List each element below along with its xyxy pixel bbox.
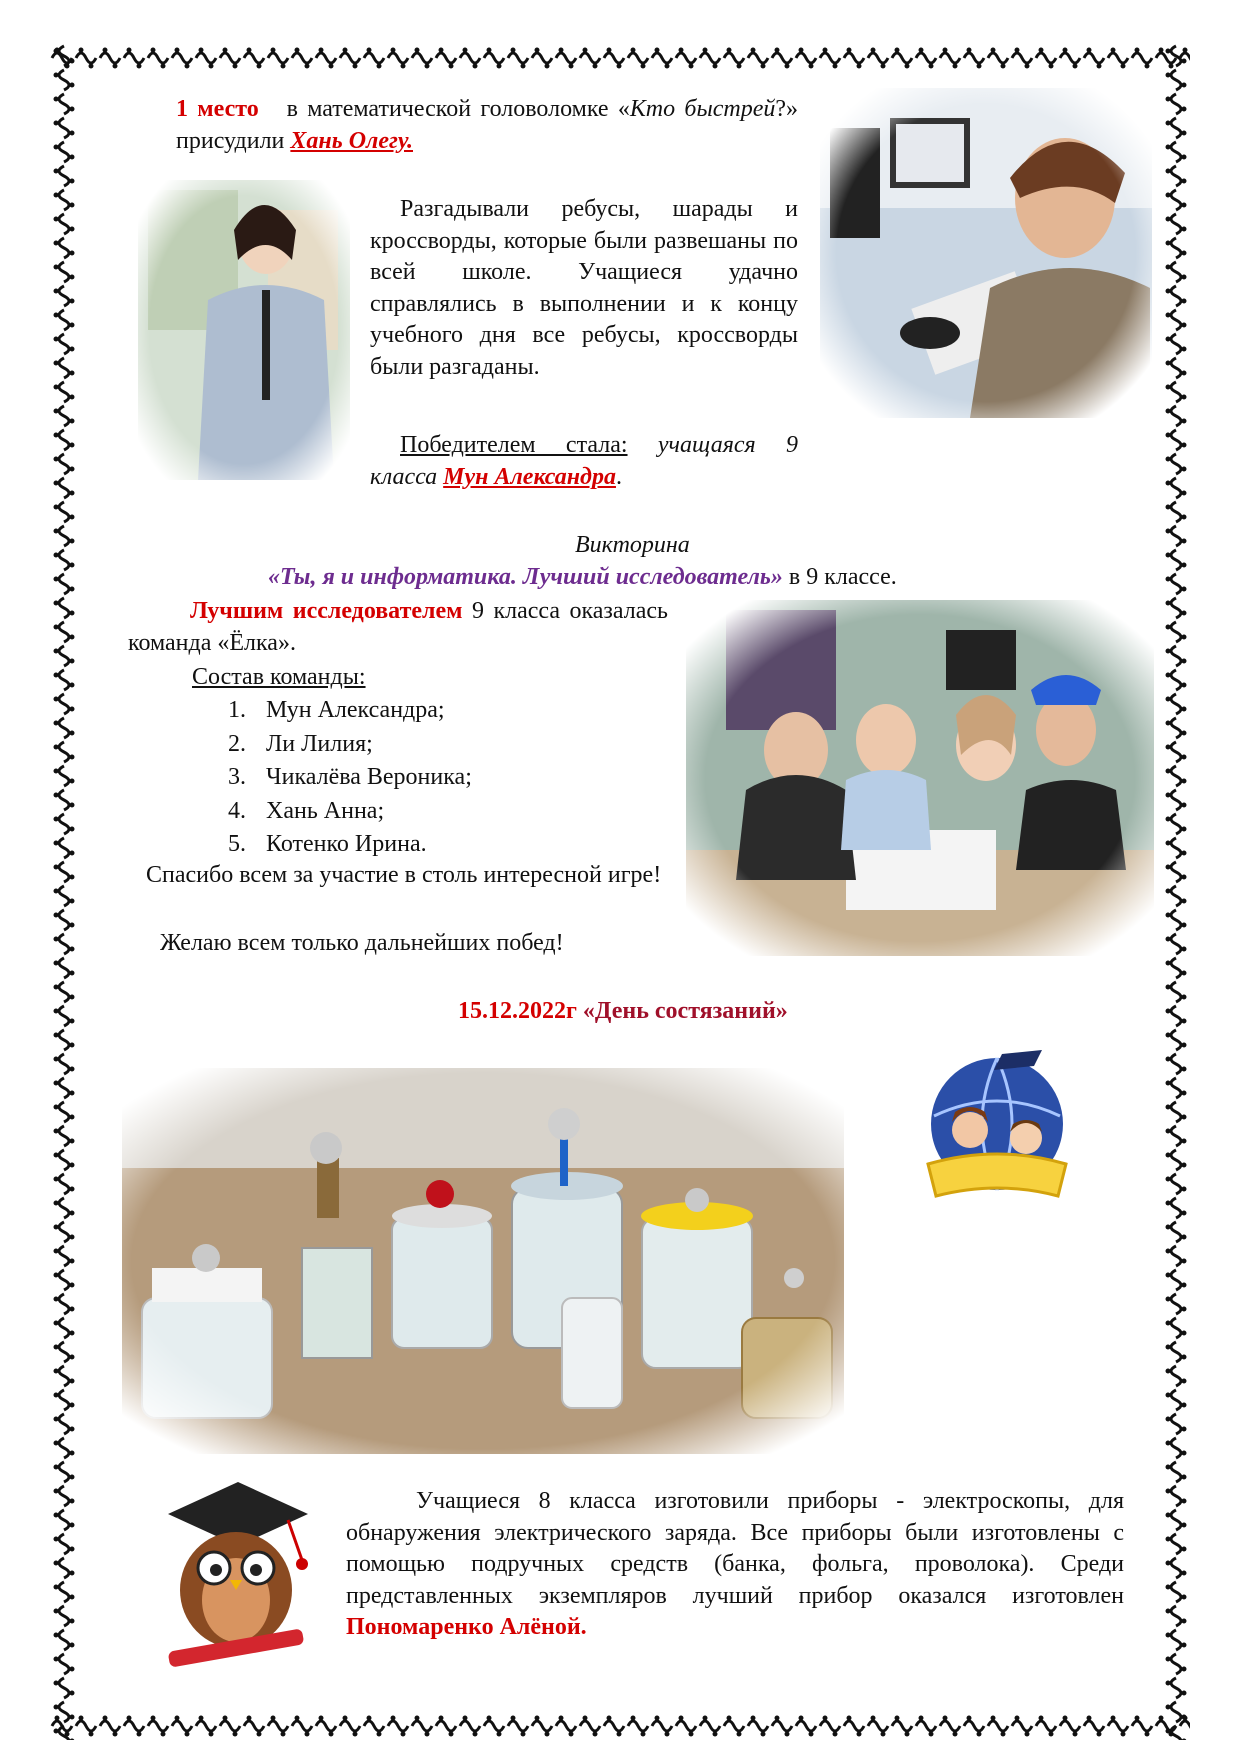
- award-intro: в математической головоломке «: [286, 96, 630, 122]
- rebus-winner-paragraph: [370, 430, 798, 493]
- ornament-border-left: [50, 44, 78, 1740]
- thanks-paragraph: Спасибо всем за участие в столь интересной игре!: [146, 862, 662, 888]
- team-member-item: [228, 761, 472, 795]
- team-member-number: 2.: [228, 730, 246, 757]
- team-member-name: Котенко Ирина.: [266, 831, 427, 857]
- competition-heading: [458, 996, 788, 1028]
- boy-computer-photo: [820, 88, 1152, 418]
- ornament-border-top: [50, 44, 1190, 72]
- best-team-paragraph: [128, 596, 668, 659]
- competition-date: 15.12.2022г: [458, 998, 577, 1024]
- team-member-name: Мун Александра;: [266, 697, 445, 723]
- team-label: Состав команды:: [192, 664, 366, 690]
- team-table-photo: [686, 600, 1154, 956]
- team-member-number: 5.: [228, 831, 246, 857]
- rebus-winner-desc: учащаяся 9 класса: [370, 432, 799, 490]
- devices-paragraph: [346, 1486, 1124, 1644]
- quiz-title-line: [268, 562, 897, 594]
- competition-title: «День состязаний»: [582, 998, 788, 1024]
- quiz-title: «Ты, я и информатика. Лучший исследователь»: [268, 564, 783, 590]
- team-member-name: Чикалёва Вероника;: [266, 764, 472, 790]
- team-member-item: [228, 728, 472, 762]
- team-member-number: 1.: [228, 697, 246, 723]
- place-label: 1 место: [176, 96, 259, 122]
- quiz-title-suffix: в 9 классе.: [788, 564, 897, 590]
- devices-winner: Пономаренко Алёной.: [346, 1614, 587, 1640]
- quiz-name: Кто быстрей: [629, 96, 776, 122]
- ornament-border-right: [1162, 44, 1190, 1740]
- rebus-winner-name: Мун Александра: [443, 463, 616, 490]
- girl-presenting-photo: [138, 180, 350, 480]
- owl-graduate-logo: [148, 1480, 324, 1668]
- rebus-paragraph: Разгадывали ребусы, шарады и кроссворды, которые были развешаны по всей школе. Учащиеся удачно справлялись в выполнении и к концу учебного дня все ребусы, кроссворды были разгаданы.: [370, 196, 798, 380]
- award-winner: Хань Олегу.: [290, 127, 413, 154]
- quiz-heading: Викторина: [575, 532, 690, 558]
- electroscopes-photo: [122, 1068, 844, 1454]
- best-label: Лучшим исследователем: [190, 598, 463, 624]
- team-member-name: Хань Анна;: [266, 797, 385, 824]
- best-text: 9 класса оказалась команда «Ёлка».: [128, 598, 669, 656]
- team-member-number: 4.: [228, 797, 246, 824]
- team-member-item: [228, 795, 472, 829]
- devices-text: Учащиеся 8 класса изготовили приборы - электроскопы, для обнаружения электрического заряда. Все приборы были изготовлены с помощью подручных средств (банка, фольга, проволока). Среди представленных экземпляров лучший прибор оказался изготовлен: [346, 1488, 1124, 1609]
- team-member-name: Ли Лилия;: [266, 730, 373, 757]
- team-member-item: [228, 828, 472, 862]
- team-member-number: 3.: [228, 764, 246, 790]
- rebus-winner-label: Победителем стала:: [400, 432, 628, 458]
- ornament-border-bottom: [50, 1712, 1190, 1740]
- award-paragraph: [176, 94, 798, 157]
- team-member-list: [228, 694, 472, 862]
- rebus-winner-end: .: [615, 463, 622, 490]
- wish-line: Желаю всем только дальнейших побед!: [160, 930, 564, 956]
- award-intro-end: ?» присудили: [176, 96, 799, 154]
- globe-children-logo: [914, 1046, 1080, 1212]
- team-member-item: [228, 694, 472, 728]
